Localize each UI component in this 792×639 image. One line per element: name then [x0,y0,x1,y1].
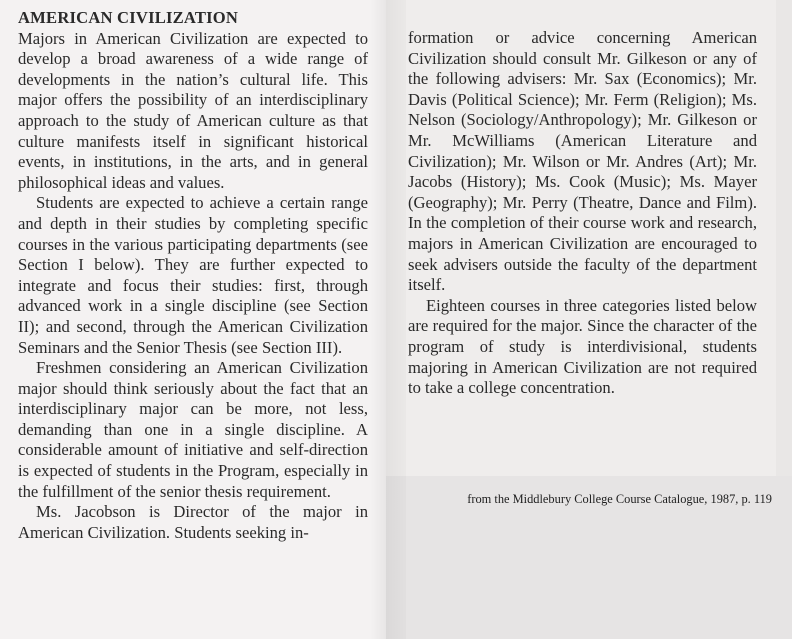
paragraph-freshmen: Freshmen considering an American Civilization major should think seriously about the fact that an interdisciplinary major can be more, not less, demanding than one in a single discipline. A considerable amount of initiative and self-direction is expected of students in the Program, especially in the fulfillment of the senior thesis requirement. [18,358,368,501]
paragraph-requirements: Students are expected to achieve a certain range and depth in their studies by completing specific courses in the various participating departments (see Section I below). They are further expected to integrate and focus their studies: first, through advanced work in a single discipline (see Section II); and second, through the American Civilization Seminars and the Senior Thesis (see Section III). [18,193,368,357]
paragraph-intro: Majors in American Civilization are expected to develop a broad awareness of a wide range of developments in the nation’s cultural life. This major offers the possibility of an interdisciplinary approach to the study of American culture as that culture manifests itself in significant historical events, in institutions, in the arts, and in general philosophical ideas and values. [18,28,368,192]
paragraph-director: Ms. Jacobson is Director of the major in American Civilization. Students seeking in- [18,502,368,542]
section-heading: AMERICAN CIVILIZATION [18,8,239,27]
book-gutter [370,0,406,639]
right-column [408,28,757,399]
left-column [18,8,368,543]
paragraph-courses: Eighteen courses in three categories listed below are required for the major. Since the character of the program of study is interdivisional, students majoring in American Civilization are not required to take a college concentration. [408,295,757,398]
source-caption: from the Middlebury College Course Catalogue, 1987, p. 119 [467,492,772,506]
page-edge [776,0,792,476]
paragraph-advisers: formation or advice concerning American Civilization should consult Mr. Gilkeson or any of the following advisers: Mr. Sax (Economics); Mr. Davis (Political Science); Mr. Ferm (Religion); Ms. Nelson (Sociology/Anthropology); Mr. Gilkeson or Mr. McWilliams (American Literature and Civilization); Mr. Wilson or Mr. Andres (Art); Mr. Jacobs (History); Ms. Cook (Music); Ms. Mayer (Geography); Mr. Perry (Theatre, Dance and Film). In the completion of their course work and research, majors in American Civilization are encouraged to seek advisers outside the faculty of the department itself. [408,28,757,295]
